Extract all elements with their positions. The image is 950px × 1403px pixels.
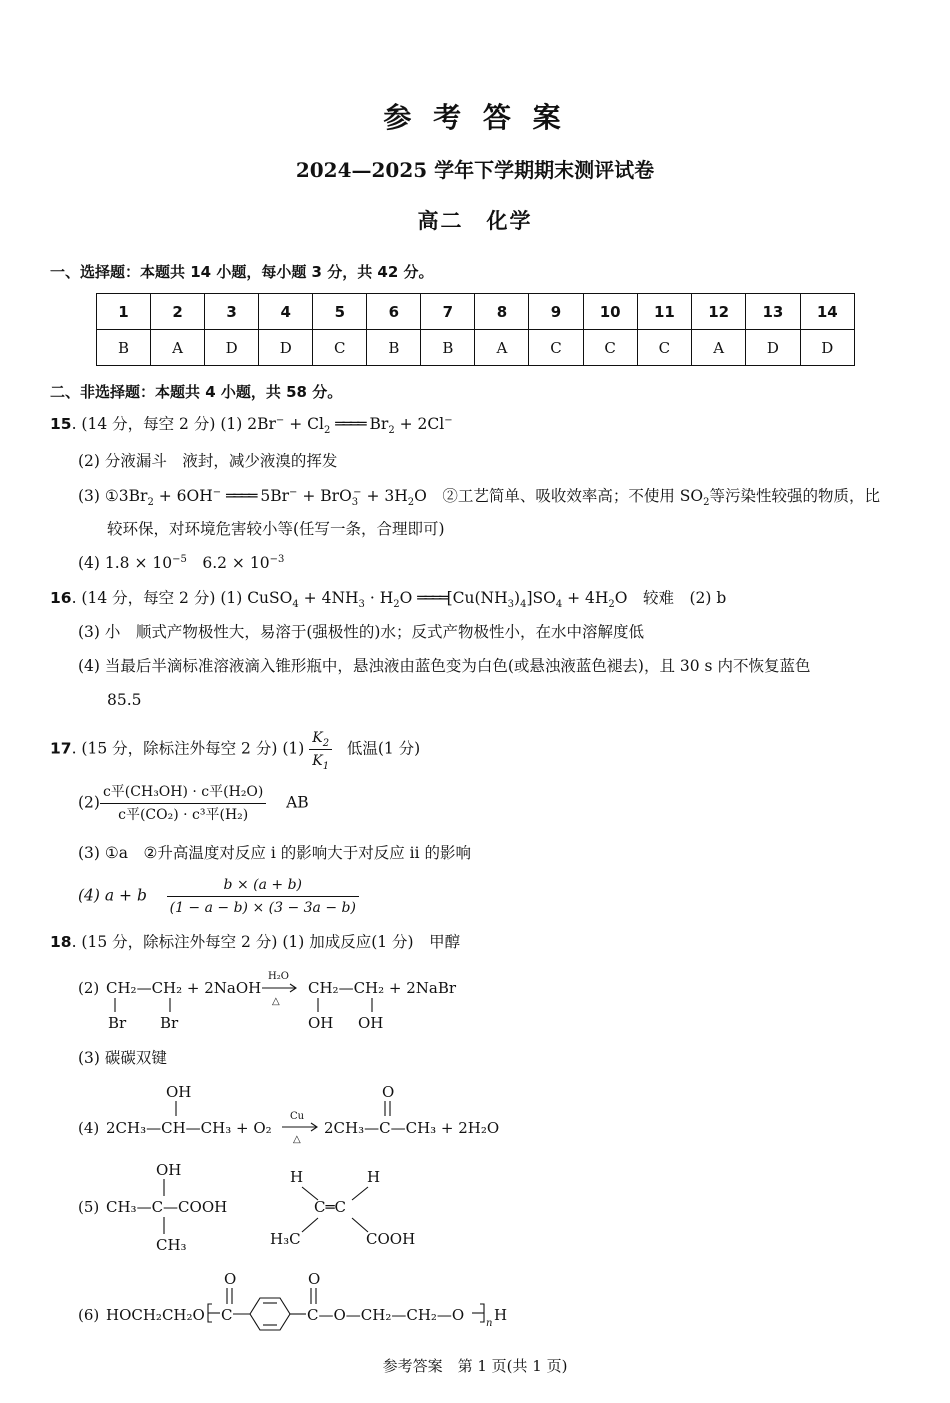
q18-p6-n: n [486, 1318, 493, 1329]
q18-p5-h3c: H₃C [270, 1230, 301, 1248]
q18-p6-label: (6) [78, 1306, 100, 1324]
q17-k-den: K [312, 753, 323, 769]
q18-p5-ch3: CH₃ [156, 1236, 187, 1254]
question-number: 3 [205, 294, 259, 330]
q18-p4-label: (4) [78, 1119, 100, 1137]
q18-p2-oh-1: OH [308, 1014, 334, 1032]
question-number: 4 [259, 294, 313, 330]
q18-p2-oh-2: OH [358, 1014, 384, 1032]
question-number: 7 [421, 294, 475, 330]
answer-cell: A [151, 330, 205, 366]
q15-part1: 15. (14 分，每空 2 分) (1) $2Br^- + Cl_2$ ════ $Br_2 + 2Cl^-$ [50, 414, 453, 437]
q18-p4-cond-top: Cu [290, 1111, 305, 1122]
q18-p5-structures [70, 1158, 450, 1258]
q15-p4-b-exp: −3 [269, 553, 285, 565]
q17-p4-label: (4) a + b [78, 886, 147, 905]
q15-p3-eq-a: (3) ①3Br [78, 487, 148, 505]
answer-table-header-row [97, 294, 855, 330]
q17-p4-num: b × (a + b) [167, 875, 359, 897]
answer-cell: D [205, 330, 259, 366]
q17-p2-fraction [100, 782, 266, 825]
q18-p2-cond-top: H₂O [268, 971, 289, 982]
answer-table-answer-row [97, 330, 855, 366]
question-number: 10 [583, 294, 637, 330]
q18-p6-h: H [494, 1306, 508, 1324]
q17-part4 [78, 875, 359, 918]
q18-number: 18 [50, 933, 72, 951]
answer-cell: D [746, 330, 800, 366]
q17-p4-den: (1 − a − b) × (3 − 3a − b) [169, 900, 356, 916]
page-title: 参 考 答 案 [383, 101, 567, 134]
exam-subtitle: 2024—2025 学年下学期期末测评试卷 [295, 158, 655, 182]
question-number: 5 [313, 294, 367, 330]
q15-product-br: Br [369, 415, 389, 433]
answer-cell: A [475, 330, 529, 366]
q16-eq-g: + 4H [562, 589, 609, 607]
q15-reactant: + Cl [289, 415, 324, 433]
q18-p2-cond-bot: △ [272, 996, 280, 1007]
q17-k-num: K [312, 730, 323, 746]
question-number: 13 [746, 294, 800, 330]
q18-p5-oh: OH [156, 1161, 182, 1179]
q16-intro: . (14 分，每空 2 分) (1) CuSO [71, 589, 293, 607]
page-footer: 参考答案 第 1 页(共 1 页) [382, 1357, 568, 1375]
q18-p4-reactant: 2CH₃—CH—CH₃ + O₂ [106, 1119, 272, 1137]
q17-p2-label: (2) [78, 793, 100, 812]
question-number: 12 [692, 294, 746, 330]
q18-p6-polymer [70, 1268, 530, 1336]
q15-product-cl: + 2Cl [399, 415, 445, 433]
answer-cell: B [97, 330, 151, 366]
q16-eq-f: ]SO [526, 589, 556, 607]
q17-p2-den: c平(CO₂) · c³平(H₂) [118, 807, 249, 823]
q18-p2-product: CH₂—CH₂ + 2NaBr [308, 979, 457, 997]
subject-title: 高二 化学 [417, 208, 533, 233]
q15-part4 [78, 553, 284, 573]
q17-p2-num: c平(CH₃OH) · c平(H₂O) [100, 782, 266, 804]
answer-cell: C [637, 330, 691, 366]
question-number: 14 [800, 294, 854, 330]
q17-intro: . (15 分，除标注外每空 2 分) (1) [71, 739, 305, 758]
question-number: 6 [367, 294, 421, 330]
q18-p5-bond [352, 1187, 368, 1200]
answer-cell: D [800, 330, 854, 366]
q15-p4-a: (4) 1.8 × 10 [78, 554, 173, 572]
q18-p2-reactant: CH₂—CH₂ + 2NaOH [106, 979, 262, 997]
question-number: 9 [529, 294, 583, 330]
q18-p4-oh: OH [166, 1083, 192, 1101]
question-number: 2 [151, 294, 205, 330]
q17-part2 [78, 782, 309, 825]
q18-p4-cond-bot: △ [293, 1134, 301, 1144]
q15-p3-eq-e: + 3H [361, 487, 408, 505]
answer-cell: A [692, 330, 746, 366]
q15-p3-text-b: 等污染性较强的物质，比 [709, 487, 881, 505]
q18-p5-lactic-acid: CH₃—C—COOH [106, 1198, 228, 1216]
q15-p3-eq-b: + 6OH [153, 487, 213, 505]
q18-intro: . (15 分，除标注外每空 2 分) (1) 加成反应(1 分) 甲醇 [71, 933, 461, 951]
q18-p5-label: (5) [78, 1198, 100, 1216]
q18-p4-product: 2CH₃—C—CH₃ + 2H₂O [324, 1119, 500, 1137]
q15-p4-b: 6.2 × 10 [186, 554, 270, 572]
q18-part3: (3) 碳碳双键 [78, 1049, 167, 1067]
q15-p3-text-a: O ②工艺简单、吸收效率高；不使用 SO [414, 487, 704, 505]
q17-part1 [50, 728, 420, 771]
q15-part3-cont: 较环保，对环境危害较小等(任写一条，合理即可) [107, 520, 445, 538]
q18-p5-cooh: COOH [366, 1230, 416, 1248]
q17-p2-tail: AB [286, 793, 309, 812]
section1-heading: 一、选择题：本题共 14 小题，每小题 3 分，共 42 分。 [50, 263, 434, 281]
q18-p2-br-2: Br [160, 1014, 179, 1032]
q18-part1 [50, 932, 460, 952]
answer-cell: C [313, 330, 367, 366]
q18-p5-h-left: H [290, 1168, 304, 1186]
q18-p6-end-group: HOCH₂CH₂O [106, 1306, 205, 1324]
q17-part3: (3) ①a ②升高温度对反应 ⅰ 的影响大于对反应 ⅱ 的影响 [78, 844, 471, 862]
q16-part4-value: 85.5 [107, 691, 142, 709]
q17-k-fraction: $\frac{K_2}{K_1}$ [309, 728, 332, 771]
q17-p4-fraction [167, 875, 359, 918]
q18-p5-cc: C═C [314, 1198, 346, 1216]
q18-p6-o-right: O [308, 1270, 321, 1288]
question-number: 11 [637, 294, 691, 330]
q15-intro: . (14 分，每空 2 分) (1) 2Br [71, 415, 276, 433]
q18-p6-carbonyl-c: C [221, 1306, 233, 1324]
answer-cell: C [529, 330, 583, 366]
q18-p4-o: O [382, 1083, 395, 1101]
answer-cell: D [259, 330, 313, 366]
section2-heading: 二、非选择题：本题共 4 小题，共 58 分。 [50, 383, 343, 401]
q18-p6-o-left: O [224, 1270, 237, 1288]
q18-p2-br-1: Br [108, 1014, 127, 1032]
q18-p5-bond [302, 1218, 318, 1232]
q16-eq-a: + 4NH [298, 589, 359, 607]
q16-eq-h: O 较难 (2) b [614, 589, 727, 607]
question-number: 8 [475, 294, 529, 330]
q15-p4-a-exp: −5 [172, 553, 187, 565]
q18-p5-h-right: H [367, 1168, 381, 1186]
q18-p6-chain: C—O—CH₂—CH₂—O [307, 1306, 465, 1324]
answer-cell: C [583, 330, 637, 366]
q16-part1: 16. (14 分，每空 2 分) (1) CuSO$_4$ + $4NH_3 \cdot H_2O$ $════[Cu(NH_3)_4]SO_4 + 4H_2O$ 较难 (2) b [50, 589, 727, 611]
q16-part4: (4) 当最后半滴标准溶液滴入锥形瓶中，悬浊液由蓝色变为白色(或悬浊液蓝色褪去)，且 30 s 内不恢复蓝色 [78, 657, 811, 675]
answer-table [96, 293, 855, 366]
q18-p4-equation [70, 1080, 520, 1144]
q16-eq-e: ) [514, 589, 521, 607]
q18-p2-label: (2) [78, 979, 100, 997]
q16-eq-c: O [399, 589, 413, 607]
q17-number: 17 [50, 739, 72, 758]
q16-eq-d: [Cu(NH [446, 589, 508, 607]
q16-eq-b: · H [364, 589, 394, 607]
q17-p1-tail: 低温(1 分) [346, 739, 421, 758]
q18-p2-equation [70, 962, 510, 1037]
q15-p3-eq-d: + BrO [297, 487, 352, 505]
q15-part2: (2) 分液漏斗 液封，减少液溴的挥发 [78, 452, 338, 470]
q15-number: 15 [50, 415, 72, 433]
q16-part3: (3) 小 顺式产物极性大，易溶于(强极性的)水；反式产物极性小，在水中溶解度低 [78, 623, 644, 641]
q15-p3-eq-c: 5Br [260, 487, 290, 505]
question-number: 1 [97, 294, 151, 330]
q16-number: 16 [50, 589, 72, 607]
q15-part3: (3) $①3Br_2 + 6OH^-$ ════ $5Br^- + BrO_3^- + 3H_2O$ ②工艺简单、吸收效率高；不使用 $SO_2$等污染性较强的物质，比 [78, 486, 881, 509]
answer-cell: B [367, 330, 421, 366]
answer-cell: B [421, 330, 475, 366]
